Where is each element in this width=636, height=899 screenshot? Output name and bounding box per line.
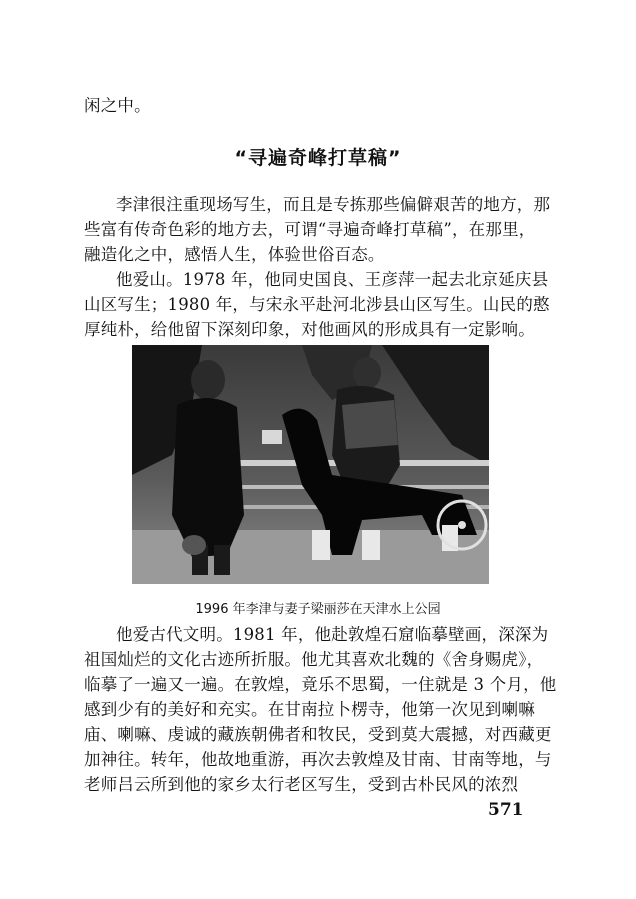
section-title: “寻遍奇峰打草稿” — [234, 147, 402, 169]
paragraph-3-line-6: 加神往。转年，他故地重游，再次去敦煌及甘南、甘南等地，与 — [84, 750, 552, 769]
paragraph-1-line-2: 些富有传奇色彩的地方去，可谓“寻遍奇峰打草稿”，在那里， — [84, 220, 536, 239]
photo-li-jin-and-wife — [132, 345, 489, 584]
continuation-line: 闲之中。 — [84, 96, 151, 115]
paragraph-2-line-1: 他爱山。1978 年，他同史国良、王彦萍一起去北京延庆县 — [116, 270, 549, 289]
page-number: 571 — [488, 800, 524, 820]
paragraph-2-line-2: 山区写生；1980 年，与宋永平赴河北涉县山区写生。山民的憨 — [84, 295, 550, 314]
photo-illustration — [132, 345, 489, 584]
photo-caption: 1996 年李津与妻子梁丽莎在天津水上公园 — [195, 602, 441, 617]
paragraph-3-line-3: 临摹了一遍又一遍。在敦煌，竟乐不思蜀，一住就是 3 个月，他 — [84, 675, 557, 694]
paragraph-3-line-1: 他爱古代文明。1981 年，他赴敦煌石窟临摹壁画，深深为 — [116, 625, 549, 644]
paragraph-1-line-3: 融造化之中，感悟人生，体验世俗百态。 — [84, 245, 385, 264]
paragraph-3-line-4: 感到少有的美好和充实。在甘南拉卜楞寺，他第一次见到喇嘛 — [84, 700, 535, 719]
paragraph-3-line-2: 祖国灿烂的文化古迹所折服。他尤其喜欢北魏的《舍身赐虎》， — [84, 650, 544, 669]
paragraph-2-line-3: 厚纯朴，给他留下深刻印象，对他画风的形成具有一定影响。 — [84, 320, 535, 339]
paragraph-3-line-5: 庙、喇嘛、虔诚的藏族朝佛者和牧民，受到莫大震撼，对西藏更 — [84, 725, 552, 744]
paragraph-1-line-1: 李津很注重现场写生，而且是专拣那些偏僻艰苦的地方，那 — [116, 195, 551, 214]
paragraph-3-line-7: 老师吕云所到他的家乡太行老区写生，受到古朴民风的浓烈 — [84, 775, 519, 794]
